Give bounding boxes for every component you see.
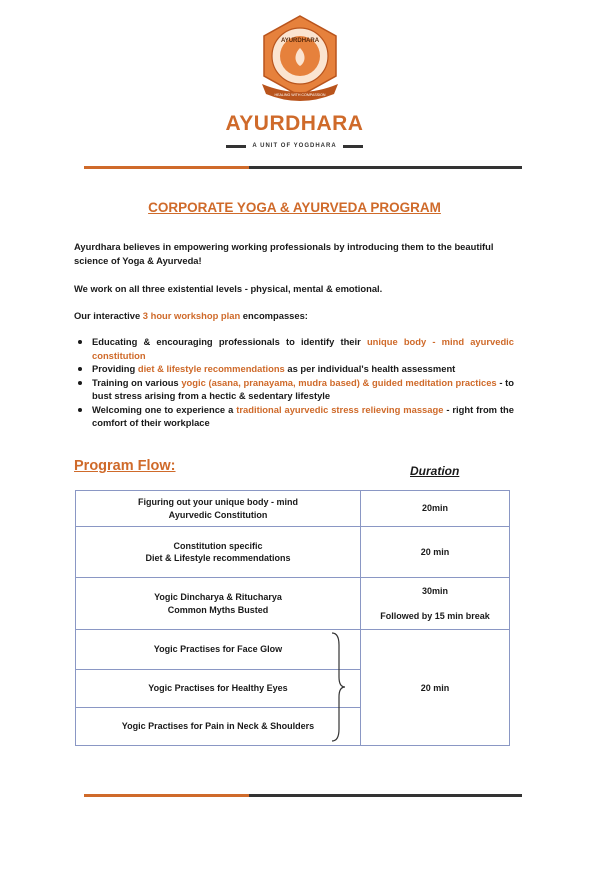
curly-brace-icon: [330, 631, 346, 743]
levels-text: We work on all three existential levels - physical, mental & emotional.: [74, 283, 383, 294]
activity-cell: Yogic Practises for Pain in Neck & Shoulders: [76, 708, 361, 746]
footer-divider: [84, 794, 522, 797]
plan-suffix: encompasses:: [240, 310, 308, 321]
tagline: A UNIT OF YOGDHARA: [252, 143, 337, 149]
list-item: Educating & encouraging professionals to identify their unique body - mind ayurvedic constitution: [74, 335, 514, 362]
activity-cell: Constitution specific Diet & Lifestyle recommendations: [76, 527, 361, 578]
offerings-list: [74, 335, 514, 430]
plan-highlight: 3 hour workshop plan: [142, 310, 241, 321]
program-title: CORPORATE YOGA & AYURVEDA PROGRAM: [148, 200, 441, 215]
list-item: Welcoming one to experience a traditional ayurvedic stress relieving massage - right from the comfort of their workplace: [74, 403, 514, 430]
plan-text: [74, 309, 514, 323]
header-divider: [84, 166, 522, 169]
tagline-row: [0, 143, 589, 149]
table-row: [76, 708, 510, 746]
table-row: [76, 527, 510, 578]
list-item: Providing diet & lifestyle recommendations as per individual's health assessment: [74, 362, 514, 376]
intro-text: Ayurdhara believes in empowering working professionals by introducing them to the beautiful science of Yoga & Ayurveda!: [74, 241, 494, 266]
brand-name: AYURDHARA: [225, 112, 364, 135]
duration-cell: [361, 708, 510, 746]
duration-cell: [361, 630, 510, 670]
program-flow-table: [75, 490, 510, 746]
activity-cell: Yogic Practises for Face Glow: [76, 630, 361, 670]
table-row: [76, 630, 510, 670]
table-row: [76, 491, 510, 527]
tagline-dash-right: [343, 145, 363, 148]
activity-cell: Figuring out your unique body - mind Ayurvedic Constitution: [76, 491, 361, 527]
tagline-dash-left: [226, 145, 246, 148]
duration-cell: 20 min: [361, 670, 510, 708]
duration-header: Duration: [410, 464, 460, 478]
activity-cell: Yogic Practises for Healthy Eyes: [76, 670, 361, 708]
ayurdhara-logo: [258, 14, 342, 106]
duration-cell: 20min: [361, 491, 510, 527]
duration-cell: 20 min: [361, 527, 510, 578]
activity-cell: Yogic Dincharya & Ritucharya Common Myths Busted: [76, 578, 361, 630]
logo-banner-text: HEALING WITH COMPASSION: [274, 93, 326, 97]
logo-ring-text: AYURDHARA: [280, 38, 320, 44]
plan-prefix: Our interactive: [74, 310, 143, 321]
program-flow-title: Program Flow:: [74, 458, 176, 474]
list-item: Training on various yogic (asana, pranayama, mudra based) & guided meditation practices - to bust stress arising from a hectic & sedentary lifestyle: [74, 376, 514, 403]
table-row: [76, 578, 510, 630]
table-row: [76, 670, 510, 708]
duration-cell: 30min Followed by 15 min break: [361, 578, 510, 630]
